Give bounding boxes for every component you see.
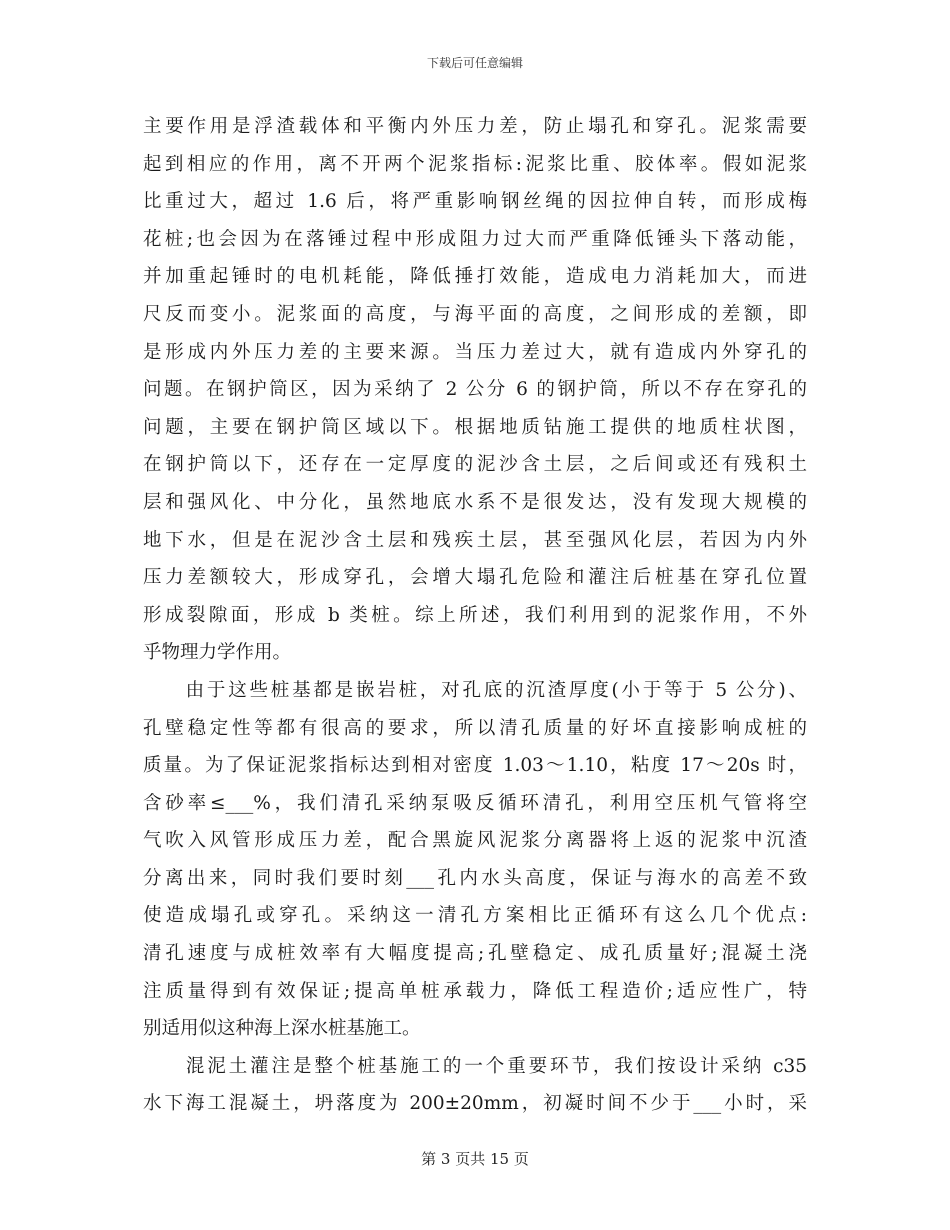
text-line: 比重过大，超过 1.6 后，将严重影响钢丝绳的因拉伸自转，而形成梅: [143, 191, 807, 213]
text-line: 问题，主要在钢护筒区域以下。根据地质钻施工提供的地质柱状图，: [143, 416, 807, 438]
text-line: 尺反而变小。泥浆面的高度，与海平面的高度，之间形成的差额，即: [143, 303, 807, 325]
text-line: 形成裂隙面，形成 b 类桩。综上所述，我们利用到的泥浆作用，不外: [143, 604, 807, 626]
text-line: 主要作用是浮渣载体和平衡内外压力差，防止塌孔和穿孔。泥浆需要: [143, 116, 807, 137]
page-footer: 第 3 页共 15 页: [421, 1150, 529, 1168]
text-line: 是形成内外压力差的主要来源。当压力差过大，就有造成内外穿孔的: [143, 341, 807, 363]
page-header: 下载后可任意编辑: [426, 56, 523, 70]
text-line: 地下水，但是在泥沙含土层和残疾土层，甚至强风化层，若因为内外: [143, 529, 807, 551]
text-line: 混泥土灌注是整个桩基施工的一个重要环节，我们按设计采纳 c35: [143, 1055, 807, 1077]
text-line: 清孔速度与成桩效率有大幅度提高;孔壁稳定、成孔质量好;混凝土浇: [143, 943, 807, 965]
text-line: 压力差额较大，形成穿孔，会增大塌孔危险和灌注后桩基在穿孔位置: [143, 567, 807, 589]
text-line: 层和强风化、中分化，虽然地底水系不是很发达，没有发现大规模的: [143, 491, 807, 513]
text-line: 问题。在钢护筒区，因为采纳了 2 公分 6 的钢护筒，所以不存在穿孔的: [143, 379, 807, 401]
text-line: 质量。为了保证泥浆指标达到相对密度 1.03～1.10，粘度 17～20s 时，: [143, 755, 807, 777]
text-line: 注质量得到有效保证;提高单桩承载力，降低工程造价;适应性广，特: [143, 980, 807, 1002]
text-line: 花桩;也会因为在落锤过程中形成阻力过大而严重降低锤头下落动能，: [143, 228, 807, 250]
text-line: 气吹入风管形成压力差，配合黑旋风泥浆分离器将上返的泥浆中沉渣: [143, 830, 807, 852]
document-body: [143, 108, 807, 1123]
text-line: 孔壁稳定性等都有很高的要求，所以清孔质量的好坏直接影响成桩的: [143, 717, 807, 739]
text-line: 分离出来，同时我们要时刻___孔内水头高度，保证与海水的高差不致: [143, 867, 807, 889]
text-line: 在钢护筒以下，还存在一定厚度的泥沙含土层，之后间或还有残积土: [143, 454, 807, 476]
text-line: 别适用似这种海上深水桩基施工。: [143, 1018, 421, 1040]
text-line: 乎物理力学作用。: [143, 642, 292, 664]
text-line: 含砂率≤___%，我们清孔采纳泵吸反循环清孔，利用空压机气管将空: [143, 792, 807, 814]
text-line: 水下海工混凝土，坍落度为 200±20mm，初凝时间不少于___小时，采: [143, 1093, 807, 1115]
text-line: 起到相应的作用，离不开两个泥浆指标:泥浆比重、胶体率。假如泥浆: [143, 153, 807, 175]
text-line: 由于这些桩基都是嵌岩桩，对孔底的沉渣厚度(小于等于 5 公分)、: [143, 679, 807, 701]
text-line: 使造成塌孔或穿孔。采纳这一清孔方案相比正循环有这么几个优点:: [143, 905, 807, 927]
text-line: 并加重起锤时的电机耗能，降低捶打效能，造成电力消耗加大，而进: [143, 266, 807, 288]
